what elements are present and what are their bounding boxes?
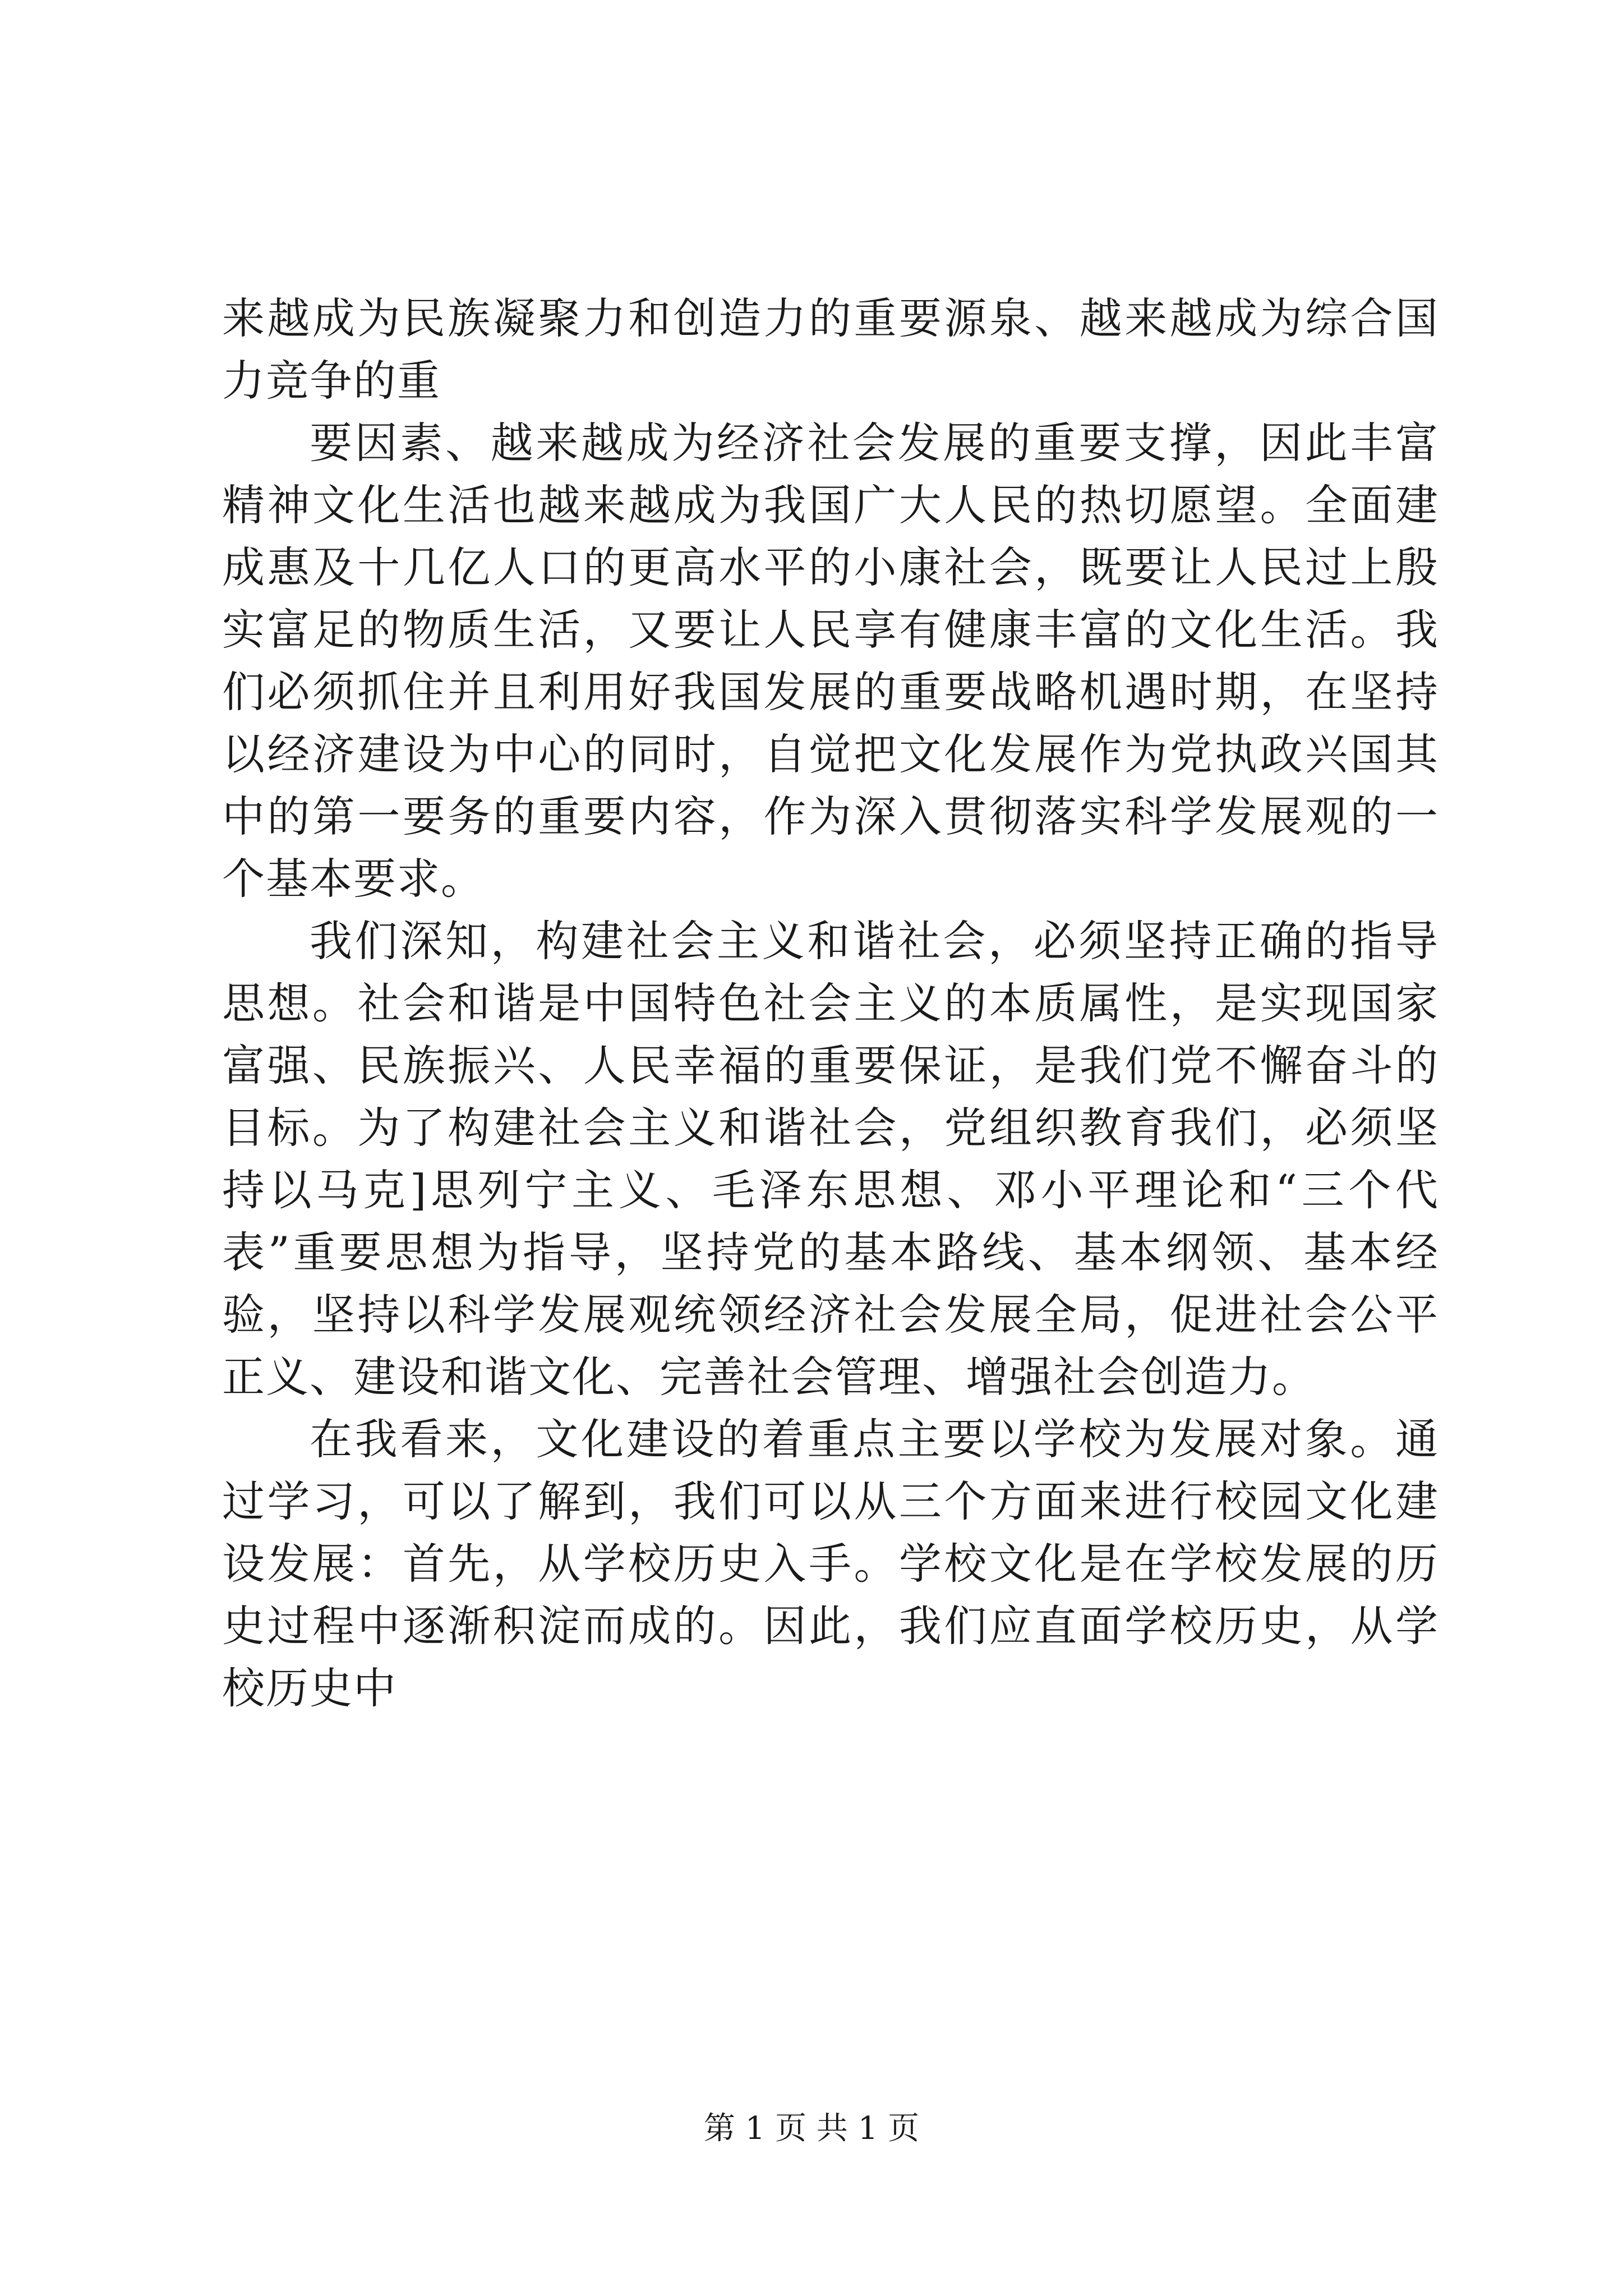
paragraph-campus-culture: 在我看来，文化建设的着重点主要以学校为发展对象。通过学习，可以了解到，我们可以从三个方面来进行校园文化建设发展：首先，从学校历史入手。学校文化是在学校发展的历史过程中逐渐积淀而成的。因此，我们应直面学校历史，从学校历史中: [222, 1414, 1439, 1713]
document-body: [222, 287, 1439, 1719]
page-footer: [0, 2109, 1623, 2148]
paragraph-harmonious-society: 我们深知，构建社会主义和谐社会，必须坚持正确的指导思想。社会和谐是中国特色社会主义的本质属性，是实现国家富强、民族振兴、人民幸福的重要保证，是我们党不懈奋斗的目标。为了构建社会主义和谐社会，党组织教育我们，必须坚持以马克]思列宁主义、毛泽东思想、邓小平理论和“三个代表”重要思想为指导，坚持党的基本路线、基本纲领、基本经验，坚持以科学发展观统领经济社会发展全局，促进社会公平正义、建设和谐文化、完善社会管理、增强社会创造力。: [222, 916, 1439, 1402]
page-number: 第 1 页 共 1 页: [703, 2110, 920, 2147]
paragraph-continued: 来越成为民族凝聚力和创造力的重要源泉、越来越成为综合国力竞争的重: [222, 293, 1439, 406]
paragraph-spiritual-culture: 要因素、越来越成为经济社会发展的重要支撑，因此丰富精神文化生活也越来越成为我国广大人民的热切愿望。全面建成惠及十几亿人口的更高水平的小康社会，既要让人民过上殷实富足的物质生活，又要让人民享有健康丰富的文化生活。我们必须抓住并且利用好我国发展的重要战略机遇时期，在坚持以经济建设为中心的同时，自觉把文化发展作为党执政兴国其中的第一要务的重要内容，作为深入贯彻落实科学发展观的一个基本要求。: [222, 418, 1439, 904]
